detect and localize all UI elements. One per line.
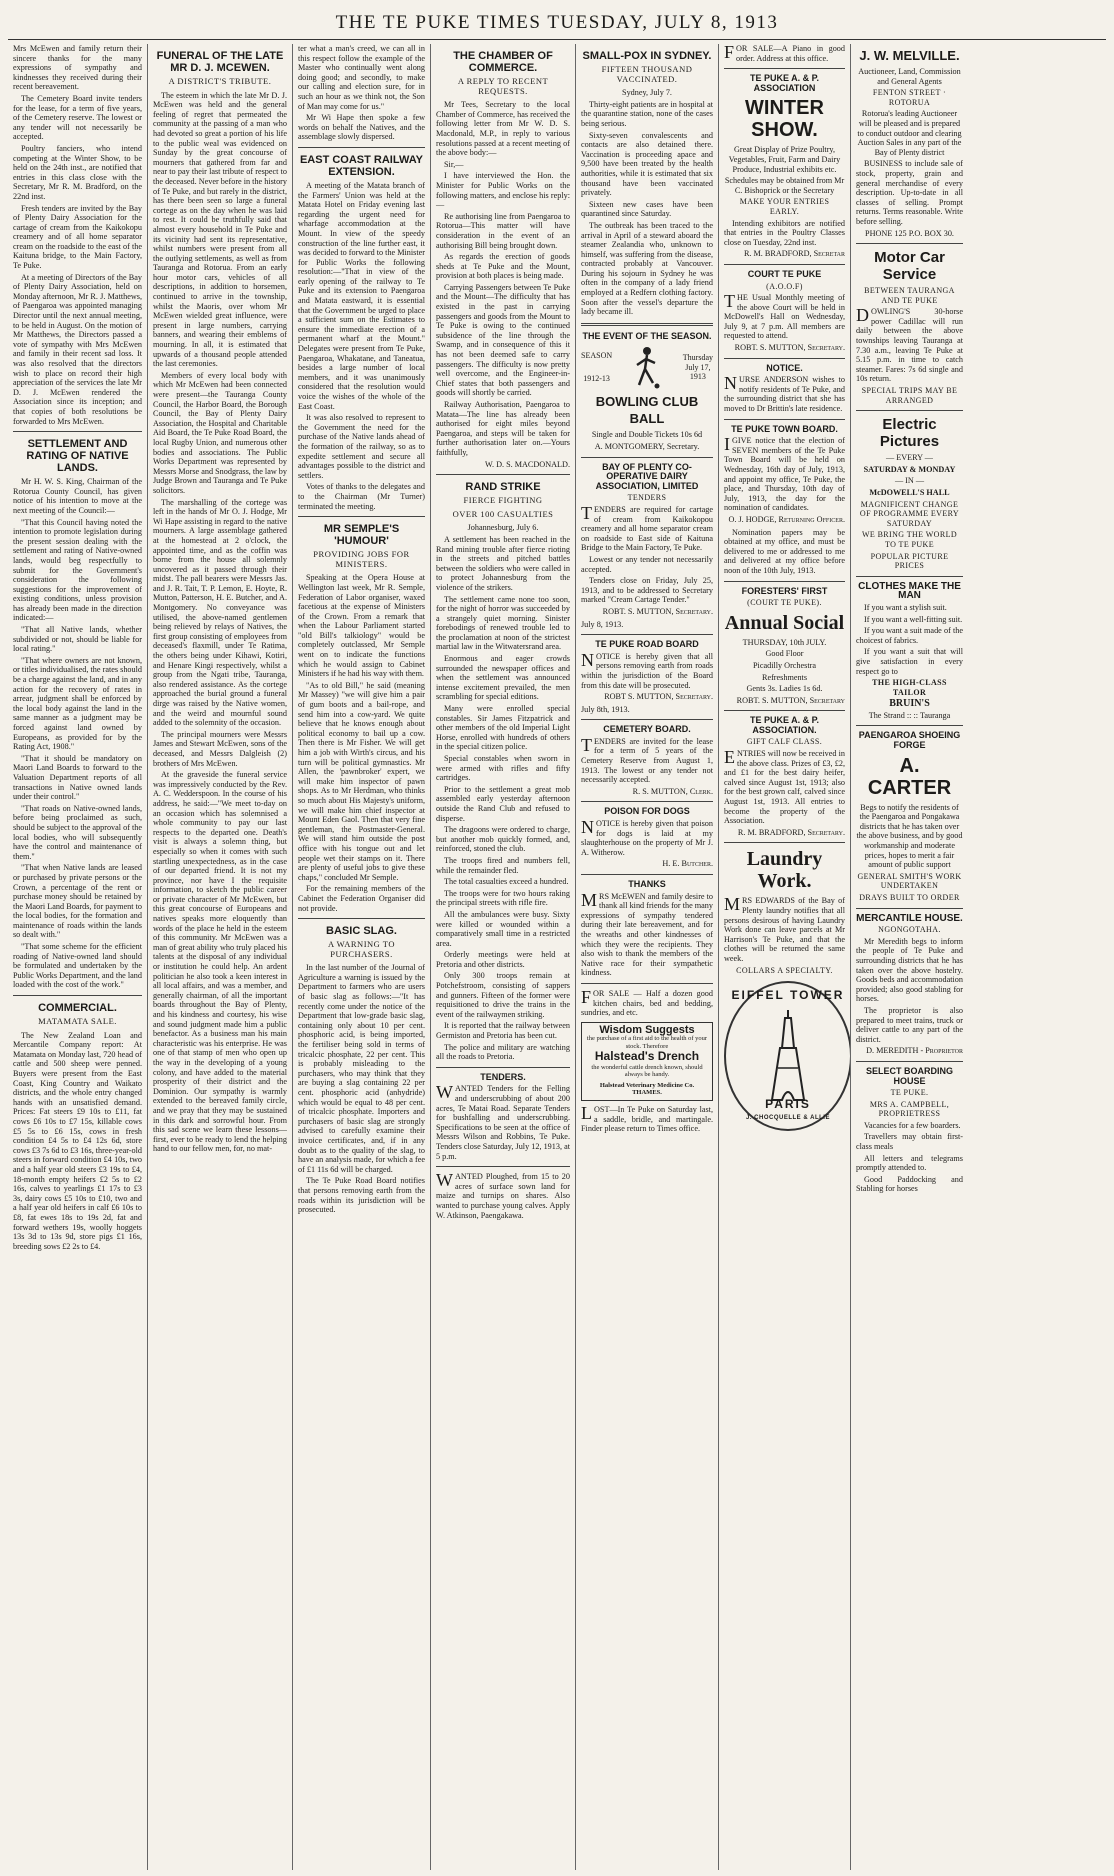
article-para: Thirty-eight patients are in hospital at the quarantine station, none of the cases being serious. [581, 99, 713, 128]
divider [581, 457, 713, 458]
ad-subheading: TENDERS [627, 493, 667, 503]
ad-text: 1912-13 [583, 374, 610, 384]
article-para: It was also resolved to represent to the Government the need for the purchase of the Native lands ahead of the formation of the railway, so as to expedite settlement and secure all advantages possible to the district and settlers. [298, 413, 425, 480]
ad-heading: Halstead's Drench [594, 1049, 700, 1064]
article-para: Sir,— [444, 159, 464, 169]
article-para: Many were enrolled special constables. Sir James Fitzpatrick and other members of the old Imperial Light Horse, enrolled with hundreds of others in the special citizen police. [436, 704, 570, 752]
article-para: Only 300 troops remain at Potchefstroom, consisting of sappers and gunners. Fifteen of the former were requisitioned to drive the trains in the event of the railwaymen striking. [436, 971, 570, 1019]
article-subheading: FIERCE FIGHTING [463, 495, 543, 506]
divider [581, 719, 713, 720]
masthead: THE TE PUKE TIMES TUESDAY, JULY 8, 1913 [8, 10, 1106, 40]
ad-text: Lowest or any tender not necessarily accepted. [581, 554, 713, 574]
article-heading: MR SEMPLE'S 'HUMOUR' [323, 523, 400, 548]
ad-text: If you want a stylish suit. [864, 602, 947, 612]
ad-heading: TE PUKE TOWN BOARD. [731, 423, 838, 434]
ad-text: If you want a well-fitting suit. [864, 614, 963, 624]
ad-text: — EVERY — [885, 453, 933, 463]
ad-text: Good Paddocking and Stabling for horses [856, 1174, 963, 1194]
poultry-notice: Poultry fanciers, who intend competing at the Winter Show, to be held on the 24th inst., are notified that entries in this class close with the Secretary, Mr R. M. Bradford, on the 22nd inst. [13, 143, 142, 201]
ad-text: FENTON STREET · ROTORUA [872, 88, 947, 107]
ad-heading: MERCANTILE HOUSE. [856, 912, 963, 924]
article-heading: SETTLEMENT AND RATING OF NATIVE LANDS. [26, 438, 129, 475]
article-subheading: A WARNING TO PURCHASERS. [328, 939, 395, 959]
article-subheading: A DISTRICT'S TRIBUTE. [168, 76, 272, 86]
columns [8, 44, 1106, 1870]
article-para: The settlement came none too soon, for the night of horror was succeeded by a strangely quiet morning. Sinister forebodings of renewed trouble led to the proclamation at noon of the strictest martial law in the Witwatersrand area. [436, 594, 570, 652]
article-para: Members of every local body with which Mr McEwen had been connected were present—the Tauranga County Council, the Harbor Board, the Borough Council, the Bay of Plenty Dairy Association, the Hospital and Charitable Aid Board, the Te Puke Road Board, the local Rugby Union, and numerous other bodies and associations. The Public Works Department was represented by Messrs Morse and Snodgrass, the law by Judge Brown and Tauranga and Te Puke solicitors. [153, 370, 287, 495]
ad-text: A. MONTGOMERY, Secretary. [594, 442, 700, 452]
article-para: The esteem in which the late Mr D. J. McEwen was held and the general feeling of regret that permeated the community at the passing of a man who had devoted so great a portion of his life to the public weal was evidenced on Sunday by the great concourse of mourners that gathered from far and near to pay their last tribute of respect to the deceased. Never before in the history of Te Puke, and but rarely in the district, has there been seen so large a funeral cortege as on the day when he was laid to rest. It could be truthfully said that almost every household in Te Puke and its vicinity had sent its representative, whilst numbers were present from all the outlying settlements, as well as from Tauranga and Rotorua. From an early hour motor cars, vehicles of all descriptions, in addition to horsemen, continued to arrive in the township, whilst the Maoris, over whom Mr McEwen wielded great influence, were present in large numbers, carrying banners, and wearing their emblems of mourning. In all, it is estimated that upwards of a thousand people attended the last ceremonies. [153, 90, 287, 369]
article-subheading: OVER 100 CASUALTIES [452, 508, 554, 519]
directors-meeting: At a meeting of Directors of the Bay of Plenty Dairy Association, held on Monday afternoon, Mr R. J. Matthews, of Paengaroa was appointed managing Director until the next annual meeting, to be held in August. On the motion of Mr Matthews, the Directors passed a vote of sympathy with Mrs McEwen and family in their recent sad loss. It was also resolved that the directors wish to place on record their high appreciation of the services the late Mr D. J. McEwen rendered the Association since its inception; and that copies of both resolutions be forwarded to Mrs McEwen. [13, 272, 142, 426]
divider [436, 474, 570, 475]
article-para: As regards the erection of goods sheds at Te Puke and the Mount, provision at both places is being made. [436, 252, 570, 281]
article-subheading: MATAMATA SALE. [38, 1016, 117, 1027]
article-heading: SMALL-POX IN SYDNEY. [582, 50, 712, 62]
thanks-notice: Mrs McEwen and family return their sincere thanks for the many expressions of sympathy and kindnesses they received during their recent bereavement. [13, 44, 142, 92]
ad-text: TENDERS are required for cartage of cream from Kaikokopou creamery and all home separator cream on roadside to East side of Kaituna Bridge to the Main Factory, Te Puke. [581, 503, 713, 553]
divider [13, 431, 142, 432]
signature: O. J. HODGE, Returning Officer. [728, 514, 845, 524]
ad-text: the purchase of a first aid to the health of your stock. Therefore [586, 1035, 708, 1050]
divider [581, 874, 713, 875]
article-para: At the graveside the funeral service was impressively conducted by the Rev. A. C. Wedderspoon. In the course of his address, he said:—"We meet to-day on an occasion which has solemnised a whole community to pay our last respects to the departed one. Death's visit is always a solemn thing, but especially so when it comes with such startling unexpectedness, as in the case of our departed friend. It is not my province, nor have I the requisite information, to sketch the public career or private character of Mr McEwen, but this great concourse of Europeans and natives speaks more eloquently than words of the place he held in the esteem of this community. Mr McEwen was a man of great ability who truly placed his talents at the disposal of any individual or institution he could help. An ardent politician he also took a keen interest in all local affairs, and was a member, and generally chairman, of all the important boards throughout the Bay of Plenty, and his kindness and courtesy, his wise and sound judgment made him a public benefactor. As a business man his main characteristic was his enterprise. He was one of that stamp of men who open up the way in the developing of a young colony, and have added to the material prosperity of their district and the Dominion. Our sympathy is warmly extended to the bereaved family circle, and we pray that they may be sustained in this dark and sorrowful hour. From this sad scene we learn these lessons—first, ever to be ready to lend the helping hand to our fellow men, for, no mat- [153, 770, 287, 1154]
ad-heading: SELECT BOARDING HOUSE [865, 1065, 953, 1086]
article-subheading: FIFTEEN THOUSAND VACCINATED. [601, 64, 693, 84]
article-para: Mr Wi Hape then spoke a few words on behalf the Natives, and the assemblage slowly dispersed. [298, 113, 425, 142]
ad-text: — IN — [894, 476, 925, 486]
article-heading: COMMERCIAL. [38, 1002, 117, 1015]
ad-heading: THE EVENT OF THE SEASON. [582, 330, 712, 341]
ad-text: LOST—In Te Puke on Saturday last, a saddle, bridle, and martingale. Finder please return to Times office. [581, 1102, 713, 1134]
ad-heading: Motor Car Service [874, 249, 945, 284]
ad-text: FOR SALE — Half a dozen good kitchen chairs, bed and bedding, sundries, and etc. [581, 986, 713, 1018]
ad-text: Gents 3s. Ladies 1s 6d. [746, 684, 823, 694]
ad-text: MRS A. CAMPBELL, PROPRIETRESS [869, 1099, 950, 1119]
divider [856, 725, 963, 726]
ad-text: Intending exhibitors are notified that entries in the Poultry Classes close on Tuesday, 22nd inst. [724, 218, 845, 247]
divider [581, 801, 713, 802]
article-para: The marshalling of the cortege was left in the hands of Mr O. J. Hodge, Mr Wi Hape assisting in regard to the native mourners. A large assemblage gathered at the homestead at 2 o'clock, the appointed time, and as the coffin was borne from the house all solemnly uncovered as it passed through their midst. The pall bearers were Messrs Jas. and J. R. Tait, T. P. Lemon, E. Hoyte, R. Mutton, Patterson, H. E. Butcher, and A. Montgomery. No conveyance was utilised, the above-named gentlemen being relieved by relays of Natives, the first group consisting of employees from deceased's flaxmill, under Te Ratima, the others being under Kihawi, Kotiri, and Henare Kingi respectively, whilst a group from the Ngati tribe, Tauranga, also rendered assistance. As the cortege approached the burial ground a funeral dirge was raised by the Native women, and the weird and mournful sound added to the solemnity of the occasion. [153, 497, 287, 728]
signature: R. M. BRADFORD, Secretar [743, 249, 845, 259]
ad-text: Rotorua's leading Auctioneer will be pleased and is prepared to conduct outdoor and clearing Auction Sales in any part of the Bay of Plenty district [857, 109, 962, 157]
signature: D. MEREDITH - Proprietor [866, 1046, 963, 1056]
ad-subheading: (A.O.O.F) [766, 281, 803, 291]
article-para: The police and military are watching all the roads to Pretoria. [436, 1042, 570, 1062]
ad-subheading: GIFT CALF CLASS. [746, 737, 823, 747]
ad-date: July 8th, 1913. [581, 704, 630, 714]
divider [856, 908, 963, 909]
ad-text: The proprietor is also prepared to meet trains, truck or deliver cattle to any part of the district. [856, 1005, 963, 1044]
ad-text: Refreshments [761, 672, 808, 682]
ad-text: Travellers may obtain first-class meals [856, 1132, 963, 1152]
wisdom-ad [581, 1022, 713, 1101]
column-7 [851, 44, 968, 1870]
article-para: The total casualties exceed a hundred. [444, 877, 569, 887]
article-para: "That some scheme for the efficient roading of Native-owned land should be formulated and undertaken by the Public Works Department, and the land loaded with the cost of the work." [13, 942, 142, 990]
article-para: Prior to the settlement a great mob assembled early yesterday afternoon outside the Rand Club and refused to disperse. [436, 784, 570, 823]
ad-heading: NOTICE. [766, 362, 803, 373]
dateline: Johannesburg, July 6. [467, 523, 539, 533]
divider [724, 581, 845, 582]
divider [724, 842, 845, 843]
column-6 [719, 44, 851, 1870]
ad-heading: WINTER SHOW. [745, 97, 824, 142]
divider [436, 1067, 570, 1068]
ad-text: Great Display of Prize Poultry, Vegetables, Fruit, Farm and Dairy Produce, Industrial exhibits etc. [728, 145, 841, 174]
ad-text: SATURDAY & MONDAY [863, 464, 956, 474]
ad-heading: CEMETERY BOARD. [603, 724, 691, 735]
divider [298, 516, 425, 517]
ad-text: MRS EDWARDS of the Bay of Plenty laundry notifies that all persons desirous of having Laundry Work done can leave parcels at Mr Harrison's Te Puke, and that the clothes will be returned the same week. [724, 894, 845, 963]
ad-heading: TE PUKE A. & P. ASSOCIATION. [749, 715, 820, 735]
ad-date: July 8, 1913. [581, 619, 624, 629]
ad-heading: PARIS [765, 1096, 811, 1111]
signature: R. M. BRADFORD, Secretary. [737, 827, 845, 837]
ad-text: BUSINESS to include sale of stock, property, grain and general merchandise of every description. Up-to-date in all classes of selling. Prompt returns. Terms reasonable. Write before selling. [856, 159, 963, 226]
column-4 [431, 44, 576, 1870]
bowling-ad-graphic [581, 345, 713, 389]
ad-text: Mr Meredith begs to inform the people of Te Puke and surrounding districts that he has taken over the above hostelry. Goods beds and accommodation provided; also good stabling for horses. [856, 936, 963, 1004]
ad-heading: Laundry Work. [746, 848, 823, 893]
article-para: "That when Native lands are leased or purchased by private persons or the Crown, a percentage of the rent or purchase money should be retained by the Maori Land Boards, for payment to the local bodies, for the formation and maintenance of roads within the lands so dealt with." [13, 863, 142, 940]
ad-text: the wonderful cattle drench known, should always be handy. [591, 1063, 703, 1079]
ad-heading: Electric Pictures [879, 416, 940, 451]
ad-heading: EIFFEL TOWER [731, 988, 845, 1003]
article-para: "That where owners are not known, or titles individualised, the rates should be a charge against the land, and in any action for the recovery of rates in arrear, judgment shall be enforced by the local body against the land in the same manner as a judgment may be forced against land owned by Europeans, as provided for by the Rating Act, 1908." [13, 655, 142, 752]
signature: ROBT. S. MUTTON, Secretary. [734, 343, 845, 353]
ad-text: Picadilly Orchestra [753, 660, 816, 670]
ad-heading: BOWLING CLUB BALL [595, 394, 699, 427]
divider [856, 243, 963, 244]
ad-subheading: TE PUKE. [890, 1088, 929, 1098]
article-para: Orderly meetings were held at Pretoria and other districts. [436, 950, 570, 969]
ad-text: The Strand :: :: Tauranga [868, 710, 951, 720]
ad-text: MAGNIFICENT CHANGE OF PROGRAMME EVERY SATURDAY [859, 499, 960, 528]
ad-text: Single and Double Tickets 10s 6d [591, 430, 703, 440]
article-para: Speaking at the Opera House at Wellington last week, Mr R. Semple, Federation of Labor organiser, waxed facetious at the expense of Ministers of the Crown. From a remark that when the Labour Parliament started "old Bill's talkiology" would be completely outclassed, Mr Semple went on to indicate the functions which he would assign to Cabinet Ministers if he had his way with them. [298, 573, 425, 679]
article-para: Special constables when sworn in were armed with rifles and fifty cartridges. [436, 754, 570, 783]
ad-text: McDOWELL'S HALL [869, 488, 950, 497]
article-para: A meeting of the Matata branch of the Farmers' Union was held at the Matata Hotel on Friday evening last regarding the urgent need for wharfage accommodation at the Mount. In view of the speedy construction of the line further east, it was decided to forward to the Minister for Public Works the following resolution:—"That in view of the early opening of the railway to Te Puke and its extension to Paengaroa and Matata eastward, it is essential that the Government be urged to place a sufficient sum on the Estimates to ensure the immediate erection of a permanent wharf at the Mount." Delegates were present from Te Puke, Paengaroa, Whakatane, and Taneatua, besides a large number of local members, and it was unanimously considered that the resolution would voice the wishes of the whole of the East Coast. [298, 180, 425, 411]
article-para: Sixty-seven convalescents and contacts are also detained there. Vaccination is proceeding apace and 9,500 have been treated by the health authorities, while it is estimated that six thousand have been vaccinated privately. [581, 130, 713, 198]
ad-text: GENERAL SMITH'S WORK UNDERTAKEN [857, 871, 962, 891]
ad-text: WANTED Ploughed, from 15 to 20 acres of surface sown land for maize and turnips on shares. Also wanted to purchase young calves. Apply W. Atkinson, Paengakawa. [436, 1170, 570, 1220]
ad-text: POPULAR PICTURE PRICES [870, 551, 949, 571]
article-heading: BASIC SLAG. [326, 925, 397, 938]
bowler-icon [631, 345, 663, 389]
dateline: Sydney, July 7. [622, 88, 672, 98]
ad-subheading: NGONGOTAHA. [878, 925, 941, 935]
ad-text: Good Floor [765, 649, 804, 659]
article-para: "As to old Bill," he said (meaning Mr Massey) "we will give him a pair of gum boots and a bail-rope, and send him into a cow-yard. We quite believe that he knows enough about political economy to bail up a cow. Then there is Mr Fisher. We will get him a job with Wirth's circus, and his turn will be political gymnastics. Mr Allen, the 'pawnbroker' expert, we will make him inspector of pawn shops. As to Mr Herdman, who thinks so much about His Majesty's uniform, we will make him chief inspector at Mount Eden Gaol. Then that very fine gentleman, the Postmaster-General. We will stand him outside the post office with his tongue out and let people wet their stamps on it. There are plenty of useful jobs to give these chaps," concluded Mr Semple. [298, 680, 425, 882]
ad-heading: POISON FOR DOGS [604, 806, 690, 817]
article-para: Mr Tees, Secretary to the local Chamber of Commerce, has received the following letter from Mr W. D. S. Macdonald, M.P., in reply to various resolutions passed at a recent meeting of the above body:— [436, 100, 570, 158]
article-para: Mr H. W. S. King, Chairman of the Rotorua County Council, has given notice of his intention to move at the next meeting of the Council:— [13, 477, 142, 515]
ad-heading: TE PUKE A. & P. ASSOCIATION [749, 73, 820, 93]
ad-text: DOWLING'S 30-horse power Cadillac will run daily between the above townships leaving Tauranga at 7.30 a.m., leaving Te Puke at 5.15 p.m. in time to catch steamer. Fares: 7s 6d single and 10s return. [856, 305, 963, 384]
signature: R. S. MUTTON, Clerk. [632, 786, 713, 796]
divider [581, 634, 713, 635]
ad-text: THURSDAY, 10th JULY. [742, 637, 827, 647]
article-para: Carrying Passengers between Te Puke and the Mount—The difficulty that has existed in the past in carrying passengers and goods from the Mount to Te Puke is owing to the continued subsidence of the line through the Swamp, and in consequence of this it has not been deemed safe to carry passengers. The difficulty is now pretty well overcome, and the Engineer-in-Chief states that both passengers and goods will shortly be carried. [436, 282, 570, 398]
divider [724, 358, 845, 359]
ad-text: PHONE 125 P.O. BOX 30. [865, 228, 954, 238]
divider [724, 264, 845, 265]
article-heading: FUNERAL OF THE LATE MR D. J. MCEWEN. [156, 50, 284, 74]
article-para: Enormous and eager crowds surrounded the newspaper offices and when the settlement was announced intense excitement prevailed, the men scrambling for special editions. [436, 654, 570, 702]
article-para: ter what a man's creed, we can all in this respect follow the example of the Master who continually went along doing good; and secondly, to make our calling and election sure, for in such an hour as we think not, the Son of Man may come for us." [298, 44, 425, 111]
article-para: "That it should be mandatory on Maori Land Boards to forward to the Valuation Department reports of all transactions in Native owned lands under their control." [13, 753, 142, 802]
ad-heading: FORESTERS' FIRST [741, 585, 828, 596]
ad-text: FOR SALE—A Piano in good order. Address at this office. [724, 44, 845, 63]
ad-text: WANTED Tenders for the Felling and underscrubbing of about 200 acres, Te Matai Road. Separate Tenders for bushfalling and underscrubbing. Specifications to be seen at the office of Messrs Wilson and Robbins, Te Puke. Tenders close Saturday, July 12, 1913, at 5 p.m. [436, 1082, 570, 1161]
article-para: "That roads on Native-owned lands, before being proclaimed as such, should be subject to the approval of the local bodies, who will subsequently have the control and maintenance of them." [13, 803, 142, 861]
ad-text: MRS McEWEN and family desire to thank all kind friends for the many expressions of sympathy tendered during their late bereavement, and for the wreaths and other kindnesses of which they were the recipients. They also wish to thank the members of the Native race for their sympathetic kindness. [581, 889, 713, 978]
ad-text: July 17, [685, 362, 711, 372]
cemetery-notice: The Cemetery Board invite tenders for the lease, for a term of five years, of the Cemetery reserve. The lowest or any tender will not necessarily be accepted. [13, 93, 142, 142]
article-para: I have interviewed the Hon. the Minister for Public Works on the following matters, and enclose his reply:— [436, 171, 570, 210]
article-para: The outbreak has been traced to the arrival in April of a steward aboard the steamer Zealandia who, unknown to himself, was suffering from the disease, contracted probably at Vancouver. During his sojourn in Sydney he was often in the company of a lady friend employed at a Redfern clothing factory. Soon after the vessel's departure the lady became ill. [581, 220, 713, 317]
ad-text: If you want a suit that will give satisfaction in every respect go to [856, 647, 963, 676]
ad-text: THE HIGH-CLASS TAILOR [872, 678, 947, 697]
article-para: Railway Authorisation, Paengaroa to Matata—The line has already been authorised for eight miles beyond Paengaroa, and steps will be taken for further authorisation later on.—Yours faithfully, [436, 400, 570, 457]
article-para: The troops were for two hours raking the principal streets with rifle fire. [436, 888, 570, 908]
ad-heading: PAENGAROA SHOEING FORGE [858, 730, 961, 751]
divider [13, 995, 142, 996]
divider [856, 410, 963, 411]
ad-heading: COURT TE PUKE [747, 268, 822, 279]
column-2 [148, 44, 293, 1870]
ad-text: Begs to notify the residents of the Paengaroa and Pongakawa districts that he has taken over the above business, and by good workmanship and moderate prices, hopes to merit a fair amount of public support [856, 802, 963, 870]
ad-text: Schedules may be obtained from Mr C. Bishoprick or the Secretary [724, 176, 845, 195]
ad-text: Vacancies for a few boarders. [864, 1120, 961, 1130]
ad-text: WE BRING THE WORLD TO TE PUKE [861, 530, 958, 549]
eiffel-tower-ad [724, 981, 851, 1131]
ad-text: BETWEEN TAURANGA AND TE PUKE [864, 286, 955, 305]
article-subheading: PROVIDING JOBS FOR MINISTERS. [313, 549, 410, 569]
article-para: A settlement has been reached in the Rand mining trouble after fierce rioting in the streets and pitched battles between the soldiers who were called in to protect Johannesburg from the violence of the strikers. [436, 534, 570, 592]
ad-heading: Wisdom Suggests [599, 1023, 695, 1036]
ad-text: MAKE YOUR ENTRIES EARLY. [739, 197, 830, 216]
ad-text: DRAYS BUILT TO ORDER [859, 893, 960, 902]
ad-text: COLLARS A SPECIALTY. [736, 965, 833, 975]
divider [581, 983, 713, 984]
ad-text: Halstead Veterinary Medicine Co. THAMES. [599, 1081, 695, 1097]
ad-text: THE Usual Monthly meeting of the above Court will be held in McDowell's Hall on Wednesday, July 9, at 7 p.m. All members are requested to attend. [724, 291, 845, 341]
ad-text: NOTICE is hereby given that all persons removing earth from roads within the jurisdiction of the Board from this date will be prosecuted. [581, 649, 713, 690]
divider [724, 68, 845, 69]
article-para: For the remaining members of the Cabinet the Federation Organiser did not provide. [298, 884, 425, 913]
article-para: "That all Native lands, whether subdivided or not, should be liable for local rating." [13, 625, 142, 654]
divider [724, 419, 845, 420]
ad-text: NOTICE is hereby given that poison for dogs is laid at my slaughterhouse on the property of Mr J. A. Witherow. [581, 817, 713, 857]
ad-text: IGIVE notice that the election of SEVEN members of the Te Puke Town Board will be held on Wednesday, 16th day of July, 1913, and appoint my office, Te Puke, the place, and Thursday, 10th day of July, 1913, the day for the nomination of candidates. [724, 434, 845, 513]
ad-subheading: (COURT TE PUKE). [747, 598, 822, 608]
ad-heading: TE PUKE ROAD BOARD [595, 639, 699, 650]
article-para: All the ambulances were busy. Sixty were killed or wounded within a comparatively small time in a restricted area. [436, 909, 570, 948]
ad-text: SPECIAL TRIPS MAY BE ARRANGED [861, 386, 958, 405]
ad-text: Tenders close on Friday, July 25, 1913, and to be addressed to Secretary marked "Cream Cartage Tender." [581, 576, 713, 605]
signature: ROBT. S. MUTTON, Secretary [736, 695, 845, 705]
ad-text: TENDERS are invited for the lease for a term of 5 years of the Cemetery Reserve from August 1, 1913. The lowest or any tender not necessarily accepted. [581, 734, 713, 785]
column-1 [8, 44, 148, 1870]
ad-text: All letters and telegrams promptly attended to. [856, 1153, 963, 1173]
ad-text: 1913 [689, 372, 706, 382]
ad-text: Thursday [682, 353, 713, 363]
ad-heading: Annual Social [724, 611, 845, 634]
ad-heading: A. CARTER [867, 754, 952, 799]
ad-text: J. CHOCQUELLE & ALLIE [746, 1114, 830, 1121]
article-para: "That this Council having noted the intention to promote legislation during the present session dealing with the settlement and rating of Native-owned lands, would beg respectfully to submit for the Government's consideration the following suggestions for the improvement of existing conditions, unless provision has already been made in the direction indicated:— [13, 517, 142, 623]
signature: ROBT S. MUTTON, Secretary. [604, 692, 713, 702]
signature: ROBT. S. MUTTON, Secretary. [602, 606, 713, 616]
divider [581, 323, 713, 326]
ad-heading: J. W. MELVILLE. [859, 48, 960, 63]
ad-heading: CLOTHES MAKE THE MAN [858, 580, 961, 602]
ad-text: BRUIN'S [889, 698, 930, 710]
divider [298, 918, 425, 919]
article-para: The dragoons were ordered to charge, but another mob quickly formed, and, reinforced, stoned the club. [436, 825, 570, 854]
eiffel-tower-icon [758, 1008, 818, 1104]
article-para: Re authorising line from Paengaroa to Rotorua—This matter will have consideration in the event of an authorising Bill being brought down. [436, 211, 570, 250]
ad-heading: TENDERS. [480, 1071, 526, 1082]
article-para: The principal mourners were Messrs James and Stewart McEwen, sons of the deceased, and Messrs Dalgleish (2) brothers of Mrs McEwen. [153, 729, 287, 768]
article-para: The troops fired and numbers fell, while the remainder fled. [436, 855, 570, 875]
tenders-notice: Fresh tenders are invited by the Bay of Plenty Dairy Association for the cartage of cream from the Kaikokopu creamery and of all home separator cream on the roadside to the east of the Kaituna bridge, to the Main Factory, Te Puke. [13, 203, 142, 271]
article-heading: EAST COAST RAILWAY EXTENSION. [299, 153, 424, 178]
divider [724, 710, 845, 711]
divider [856, 576, 963, 577]
ad-text: SEASON [581, 350, 613, 360]
article-para: The New Zealand Loan and Mercantile Company report: At Matamata on Monday last, 720 head of cattle and 500 sheep were penned. Buyers were present from the East Coast, King Country and Waikato districts, and the whole entry changed hands with an unsatisfied demand. Prices: Fat steers £9 10s to £11, fat cows £6 10s to £7 15s, killable cows £5 5s to £6 15s, cows in fresh condition £4 5s to £4 12s 6d, store cows £3 7s 6d to £3 16s, three-year-old steers in forward condition £4 10s, two and a half year old steers £3 19s to £4, 18-month empty heifers £2 5s to £2 16s, calves to yearlings £1 17s to £3 3s, dairy cows £5 10s to £10, two and a half year old heifers in calf £6 10s to £8, fat ewes 18s to 19s 2d, fat and forward wethers 19s, woolly hoggets 13s 3d to 13s 9d, store pigs £1 16s, breeding sows £2 2s to £4. [13, 1030, 142, 1251]
ad-text: ENTRIES will now be received in the above class. Prizes of £3, £2, and £1 for the best dairy heifer, calved since August 1st, 1913; also for the best grown calf, calved since August 1st, 1913. All entries to become the property of the Association. [724, 747, 845, 826]
article-para: Sixteen new cases have been quarantined since Saturday. [581, 199, 713, 219]
article-heading: RAND STRIKE [465, 481, 541, 494]
ad-text: Auctioneer, Land, Commission and General Agents [858, 67, 961, 86]
ad-heading: THANKS [628, 879, 666, 889]
divider [298, 147, 425, 148]
signature: H. E. Butcher. [662, 859, 713, 869]
divider [436, 1166, 570, 1167]
ad-text: Nomination papers may be obtained at my office, and must be delivered to me or addressed to me and delivered at my office before noon of the 10th July, 1913. [724, 527, 845, 575]
divider [856, 1061, 963, 1062]
signature: W. D. S. MACDONALD. [485, 459, 570, 469]
article-subheading: A REPLY TO RECENT REQUESTS. [457, 76, 549, 96]
column-5 [576, 44, 719, 1870]
ad-text: NURSE ANDERSON wishes to notify residents of Te Puke, and the surrounding district that she has moved to Dr Brittin's late residence. [724, 373, 845, 414]
article-heading: THE CHAMBER OF COMMERCE. [453, 50, 553, 74]
article-para: In the last number of the Journal of Agriculture a warning is issued by the Department to farmers who are users of basic slag as follows:—"It has recently come under the notice of the Department that low-grade basic slag, containing only about 10 per cent. phosphoric acid, is being imported, the fertiliser being sold in terms of tricalcic phosphate, 22 per cent. This is probably misleading to the purchasers, who may think that they are buying a slag containing 22 per cent. phosphoric acid (anhydride) which would be equal to 48 per cent. of tricalcic phosphate. Importers and purchasers of basic slag are strongly advised to carefully examine their invoice certificates, and, if in any doubt as to the quality of the slag, to have an analysis made, for which a fee of £1 11s 6d will be charged. [298, 963, 425, 1174]
column-3 [293, 44, 431, 1870]
ad-heading: BAY OF PLENTY CO-OPERATIVE DAIRY ASSOCIATION, LIMITED [595, 461, 699, 491]
article-para: It is reported that the railway between Germiston and Pretoria has been cut. [436, 1021, 570, 1041]
ad-text: If you want a suit made of the choicest of fabrics. [856, 626, 963, 645]
article-para: Votes of thanks to the delegates and to the Chairman (Mr Turner) terminated the meeting. [298, 482, 425, 511]
article-para: The Te Puke Road Board notifies that persons removing earth from the roads within its jurisdiction will be prosecuted. [298, 1176, 425, 1215]
